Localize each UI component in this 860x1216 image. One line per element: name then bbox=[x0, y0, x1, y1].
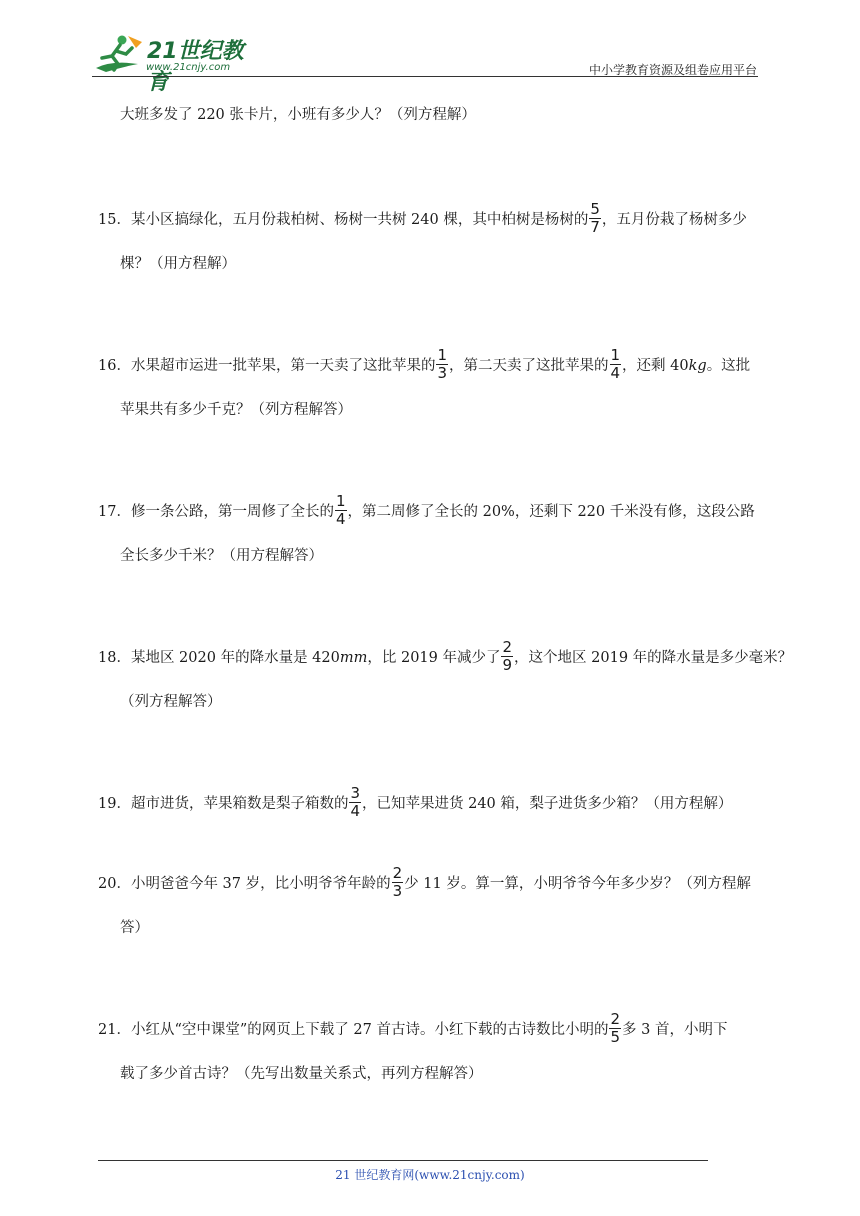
question-text: 。这批 bbox=[706, 358, 751, 374]
question-text: ，这个地区 2019 年的降水量是多少毫米？ bbox=[514, 650, 793, 666]
question-text: ，第二天卖了这批苹果的 bbox=[449, 358, 609, 374]
question-line-2: （列方程解答） bbox=[120, 694, 222, 710]
fraction: $\frac{2}{9}$ bbox=[502, 637, 513, 674]
logo-text: 21世纪教育 bbox=[147, 39, 244, 95]
question-line-1 bbox=[98, 862, 766, 906]
question-line-1 bbox=[98, 782, 766, 826]
unit-text: kg bbox=[688, 358, 707, 374]
question-line-2: 答） bbox=[120, 920, 149, 936]
question-text: 多 3 首，小明下 bbox=[622, 1022, 728, 1038]
header-divider bbox=[92, 76, 758, 77]
question-line-1 bbox=[98, 1008, 766, 1052]
question-text: 19．超市进货，苹果箱数是梨子箱数的 bbox=[98, 796, 349, 812]
question-text: 18．某地区 2020 年的降水量是 420 bbox=[98, 650, 340, 666]
question-text: ，第二周修了全长的 20%，还剩下 220 千米没有修，这段公路 bbox=[347, 504, 755, 520]
fraction: $\frac{1}{3}$ bbox=[437, 345, 447, 382]
question-line-2: 全长多少千米？（用方程解答） bbox=[120, 548, 323, 564]
unit-text: mm bbox=[339, 650, 368, 666]
fraction: $\frac{1}{4}$ bbox=[610, 345, 621, 382]
question-14-continuation bbox=[98, 93, 766, 137]
question-text: 少 11 岁。算一算，小明爷爷今年多少岁？（列方程解 bbox=[404, 876, 751, 892]
platform-name: 中小学教育资源及组卷应用平台 bbox=[588, 63, 757, 77]
question-21 bbox=[98, 1008, 766, 1096]
page-header bbox=[92, 30, 757, 95]
question-text: ，已知苹果进货 240 箱，梨子进货多少箱？（用方程解） bbox=[362, 796, 733, 812]
question-18 bbox=[98, 636, 793, 724]
question-text: 15．某小区搞绿化，五月份栽柏树、杨树一共树 240 棵，其中柏树是杨树的 bbox=[98, 212, 589, 228]
footer-link[interactable]: 21 世纪教育网(www.21cnjy.com) bbox=[335, 1168, 525, 1182]
fraction: $\frac{5}{7}$ bbox=[590, 199, 600, 236]
question-text: ，五月份栽了杨树多少 bbox=[601, 212, 747, 228]
question-text: 21．小红从“空中课堂”的网页上下载了 27 首古诗。小红下载的古诗数比小明的 bbox=[98, 1022, 609, 1038]
question-15 bbox=[98, 198, 766, 286]
question-text: 20．小明爸爸今年 37 岁，比小明爷爷年龄的 bbox=[98, 876, 391, 892]
question-line-1 bbox=[98, 490, 766, 534]
question-line-1 bbox=[98, 344, 766, 388]
fraction: $\frac{2}{3}$ bbox=[392, 863, 403, 900]
fraction: $\frac{2}{5}$ bbox=[610, 1009, 620, 1046]
question-line-1 bbox=[98, 198, 766, 242]
question-line-2: 载了多少首古诗？（先写出数量关系式，再列方程解答） bbox=[120, 1066, 483, 1082]
question-text: ，还剩 40 bbox=[622, 358, 689, 374]
question-20 bbox=[98, 862, 766, 950]
question-text: ，比 2019 年减少了 bbox=[367, 650, 501, 666]
footer-divider bbox=[98, 1160, 708, 1161]
question-17 bbox=[98, 490, 766, 578]
fraction: $\frac{3}{4}$ bbox=[350, 783, 360, 820]
question-text: 大班多发了 220 张卡片，小班有多少人？（列方程解） bbox=[120, 107, 476, 123]
fraction: $\frac{1}{4}$ bbox=[335, 491, 346, 528]
question-line-2: 苹果共有多少千克？（列方程解答） bbox=[120, 402, 352, 418]
question-line-1 bbox=[98, 636, 793, 680]
question-16 bbox=[98, 344, 766, 432]
runner-logo-icon bbox=[92, 34, 148, 76]
question-19 bbox=[98, 782, 766, 826]
question-line-2: 棵？（用方程解） bbox=[120, 256, 236, 272]
question-text: 16．水果超市运进一批苹果，第一天卖了这批苹果的 bbox=[98, 358, 436, 374]
question-text: 17．修一条公路，第一周修了全长的 bbox=[98, 504, 334, 520]
site-logo bbox=[92, 34, 262, 95]
logo-url: www.21cnjy.com bbox=[146, 62, 231, 73]
